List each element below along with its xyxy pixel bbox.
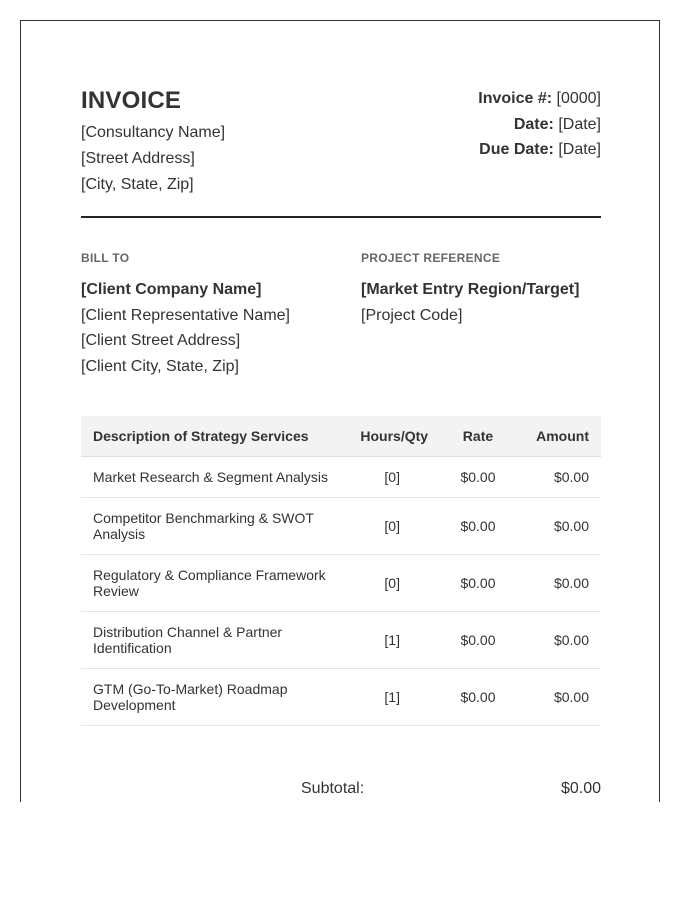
bill-to-label: BILL TO (81, 251, 130, 265)
row-amount: $0.00 (517, 457, 601, 498)
table-row (81, 612, 601, 669)
row-amount: $0.00 (517, 498, 601, 555)
invoice-due-date-label: Due Date: (479, 141, 554, 158)
client-street: [Client Street Address] (81, 332, 241, 349)
invoice-page (20, 20, 660, 802)
project-reference-details (361, 277, 601, 328)
subtotal-label: Subtotal: (301, 780, 365, 797)
consultancy-city: [City, State, Zip] (81, 176, 194, 193)
services-table (81, 416, 601, 726)
row-rate: $0.00 (439, 669, 518, 726)
project-reference-section (361, 251, 601, 328)
project-reference-label: PROJECT REFERENCE (361, 251, 501, 265)
invoice-meta (478, 86, 601, 163)
row-amount: $0.00 (517, 612, 601, 669)
header-amount: Amount (517, 416, 601, 457)
invoice-number-line (478, 86, 601, 112)
row-rate: $0.00 (439, 612, 518, 669)
row-amount: $0.00 (517, 555, 601, 612)
invoice-date-line (478, 112, 601, 138)
consultancy-street: [Street Address] (81, 150, 195, 167)
invoice-due-date-line (478, 137, 601, 163)
bill-to-section (81, 251, 351, 379)
invoice-date-value: [Date] (558, 115, 601, 133)
header-qty: Hours/Qty (346, 416, 439, 457)
client-representative: [Client Representative Name] (81, 306, 290, 324)
consultancy-name: [Consultancy Name] (81, 124, 226, 141)
row-description: Distribution Channel & Partner Identification (81, 612, 346, 669)
table-row (81, 555, 601, 612)
bill-to-address (81, 277, 351, 379)
row-qty: [1] (346, 669, 439, 726)
row-description: GTM (Go-To-Market) Roadmap Development (81, 669, 346, 726)
invoice-number-label: Invoice #: (478, 90, 553, 107)
project-code: [Project Code] (361, 306, 463, 324)
row-description: Regulatory & Compliance Framework Review (81, 555, 346, 612)
invoice-date-label: Date: (513, 115, 554, 133)
client-city: [Client City, State, Zip] (81, 357, 239, 375)
row-qty: [0] (346, 457, 439, 498)
table-row (81, 498, 601, 555)
row-description: Competitor Benchmarking & SWOT Analysis (81, 498, 346, 555)
consultancy-address (81, 120, 225, 198)
invoice-number-value: [0000] (556, 90, 601, 107)
invoice-due-date-value: [Date] (558, 141, 601, 158)
header-divider (81, 216, 601, 218)
client-company-name: [Client Company Name] (81, 281, 262, 298)
row-rate: $0.00 (439, 498, 518, 555)
table-row (81, 669, 601, 726)
header-rate: Rate (439, 416, 518, 457)
invoice-header (81, 86, 601, 218)
subtotal-value: $0.00 (560, 780, 601, 797)
table-row (81, 457, 601, 498)
row-description: Market Research & Segment Analysis (81, 457, 346, 498)
table-header-row (81, 416, 601, 457)
row-rate: $0.00 (439, 457, 518, 498)
row-qty: [1] (346, 612, 439, 669)
header-description: Description of Strategy Services (81, 416, 346, 457)
row-amount: $0.00 (517, 669, 601, 726)
market-entry-region: [Market Entry Region/Target] (361, 281, 580, 298)
row-qty: [0] (346, 555, 439, 612)
row-qty: [0] (346, 498, 439, 555)
invoice-title: INVOICE (81, 87, 182, 114)
row-rate: $0.00 (439, 555, 518, 612)
